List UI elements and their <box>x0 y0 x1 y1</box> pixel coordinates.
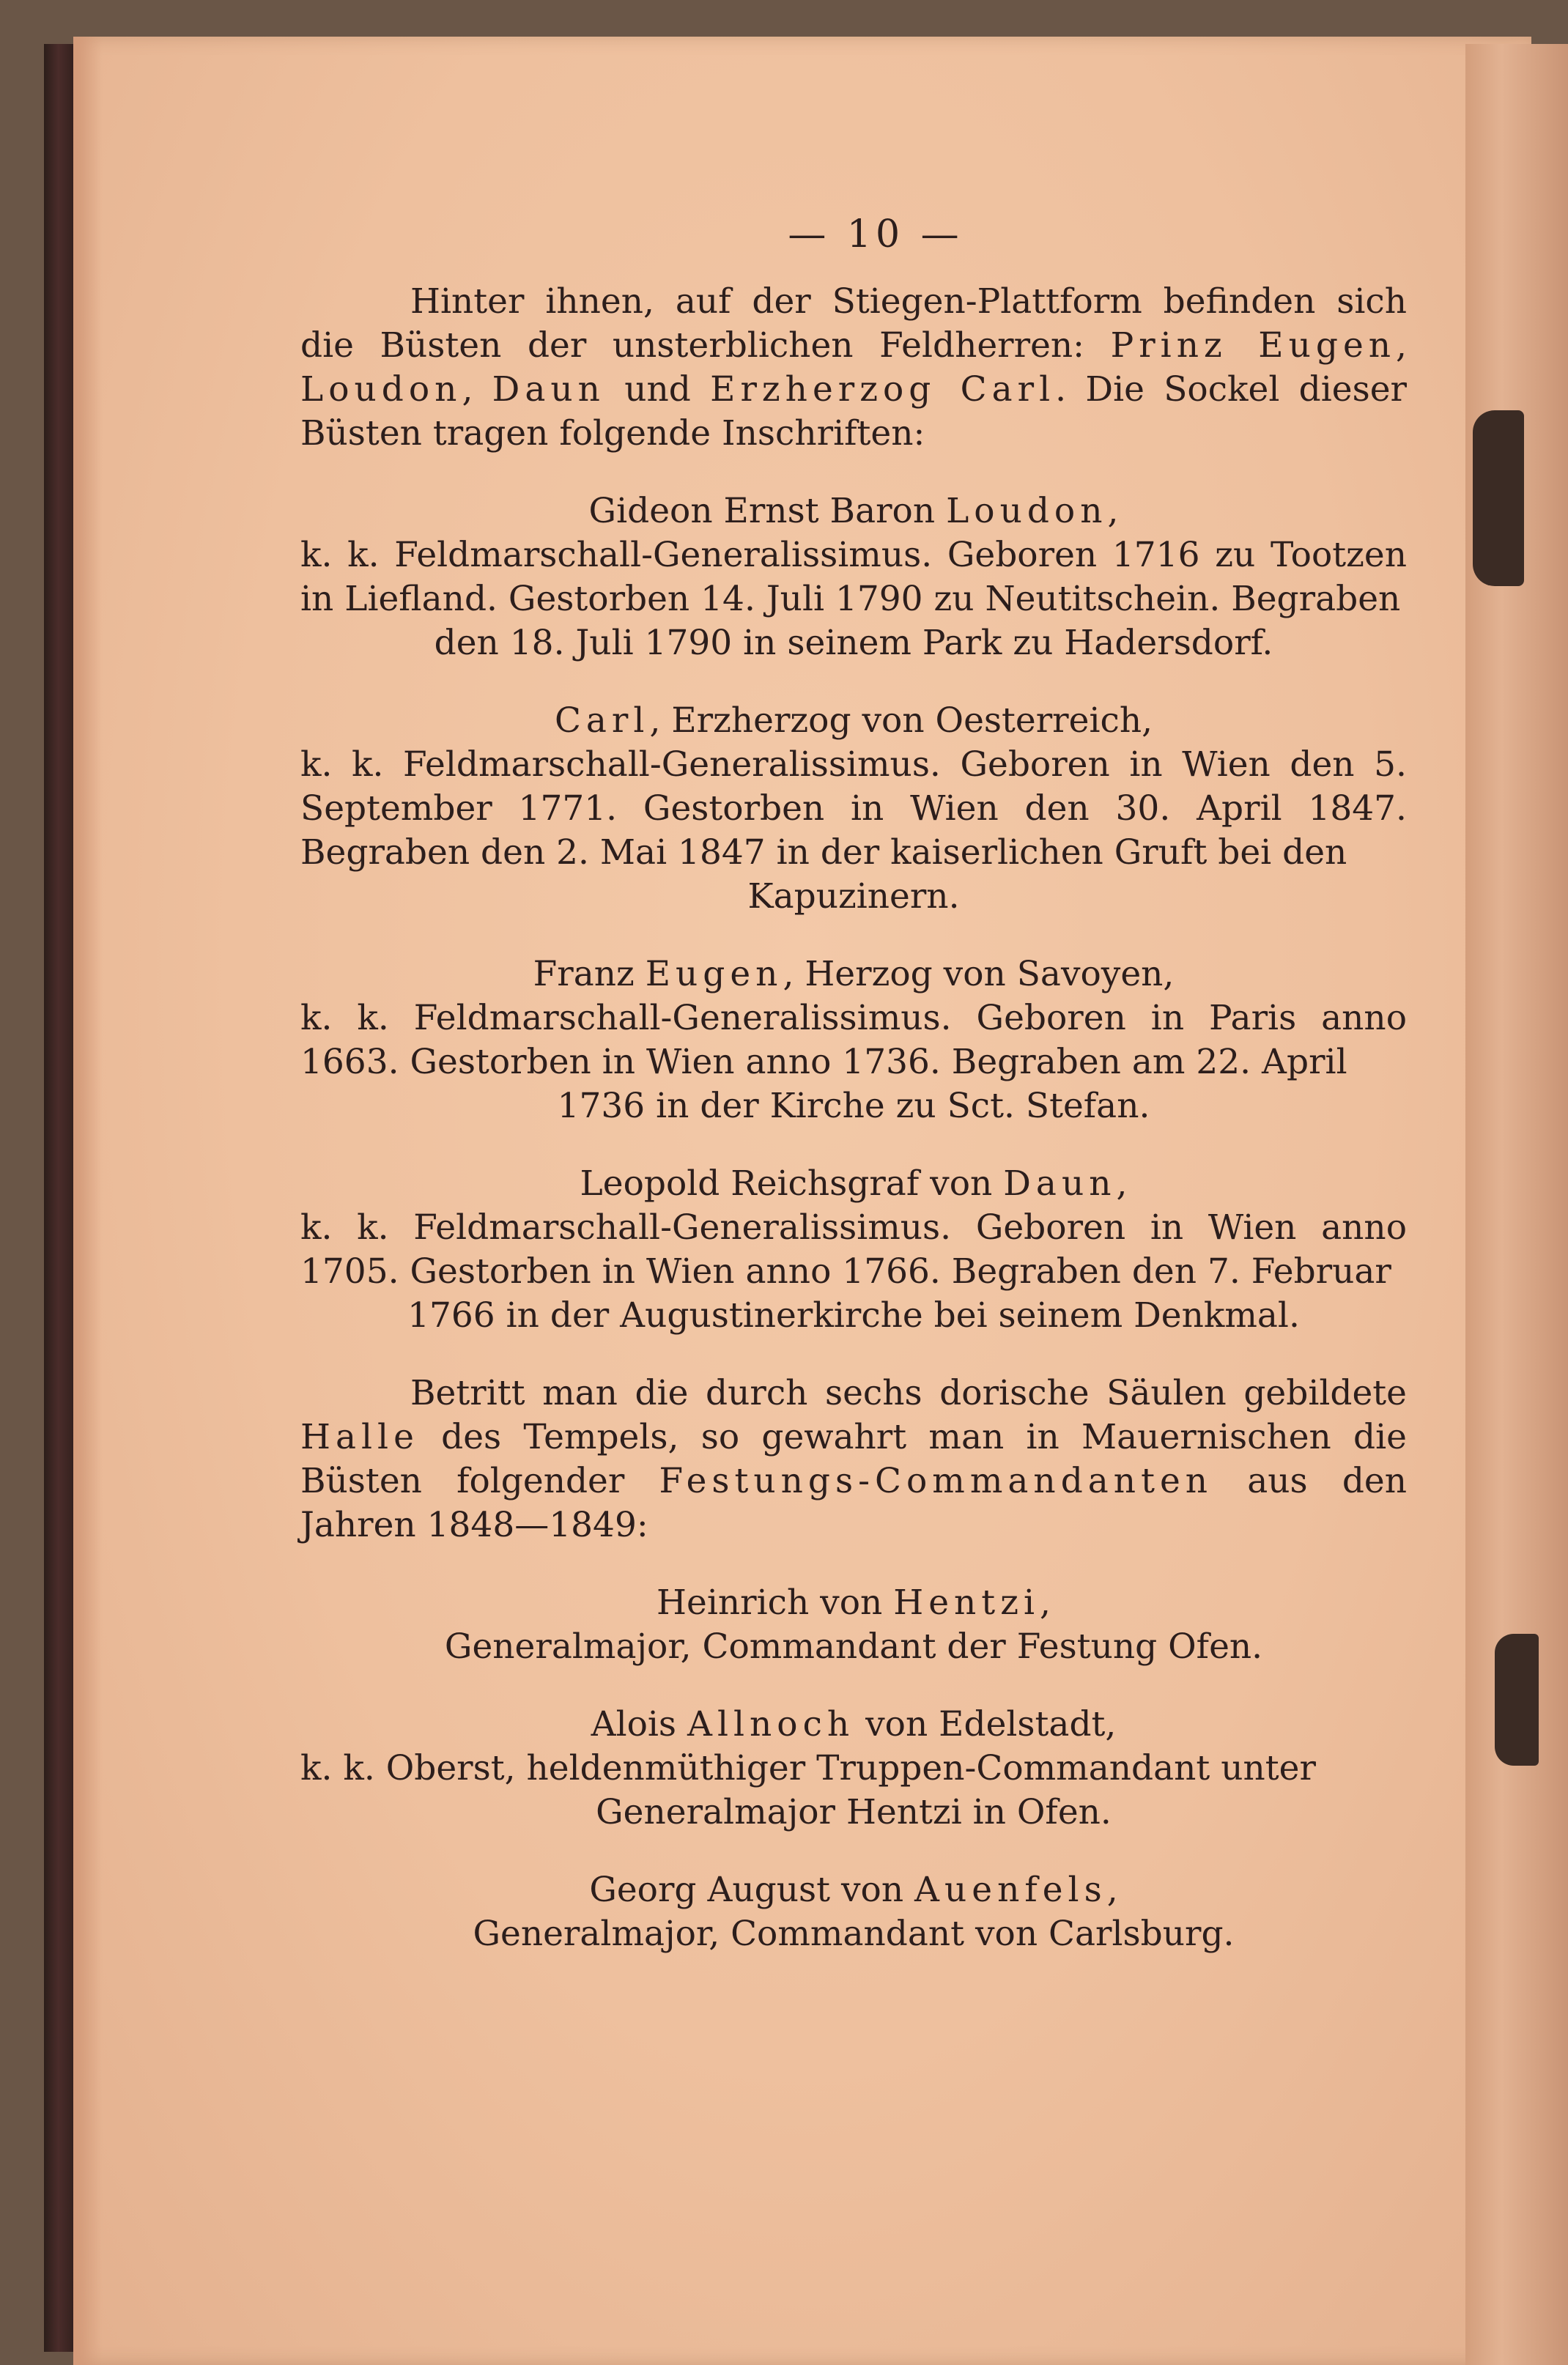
spaced-name: Festungs-Commandanten <box>659 1461 1213 1501</box>
page-text <box>300 212 1407 1990</box>
inscription-text: k. k. Feldmarschall-Generalissimus. Geboren in Wien anno 1705. Gestorben in Wien anno 1766. Begraben den 7. Februar <box>300 1207 1407 1292</box>
inscription-name: Leopold Reichsgraf von Daun, <box>580 1163 1128 1204</box>
spaced-name: Erzherzog Carl <box>710 369 1056 410</box>
intro-paragraph: Hinter ihnen, auf der Stiegen-Plattform befinden sich die Büsten der unsterblichen Feldherren: Prinz Eugen, Loudon, Daun und Erzherzog Carl. Die Sockel dieser Büsten tragen folgende Inschriften: <box>300 281 1407 454</box>
spaced-name: Loudon <box>300 369 462 410</box>
inscription-text: k. k. Feldmarschall-Generalissimus. Geboren in Wien den 5. September 1771. Gestorben in Wien den 30. April 1847. Begraben den 2. Mai 1847 in der kaiserlichen Gruft bei den <box>300 744 1407 873</box>
inscription-text-last-line: Kapuzinern. <box>747 876 960 917</box>
inscription-loudon <box>300 489 1407 665</box>
page-tear <box>1473 410 1524 586</box>
commander-text: Generalmajor, Commandant von Carlsburg. <box>473 1914 1235 1954</box>
inscription-text-last-line: 1766 in der Augustinerkirche bei seinem Denkmal. <box>407 1295 1300 1336</box>
inscription-text: k. k. Feldmarschall-Generalissimus. Geboren 1716 zu Tootzen in Liefland. Gestorben 14. Juli 1790 zu Neutitschein. Begraben <box>300 535 1407 619</box>
commander-name: Heinrich von Hentzi, <box>657 1583 1051 1623</box>
spaced-name: Daun <box>492 369 605 410</box>
inscription-name: Gideon Ernst Baron Loudon, <box>588 491 1119 531</box>
inscription-daun <box>300 1162 1407 1338</box>
inscription-text-last-line: den 18. Juli 1790 in seinem Park zu Hadersdorf. <box>434 623 1273 663</box>
commander-name: Georg August von Auenfels, <box>589 1870 1118 1910</box>
commander-hentzi <box>300 1581 1407 1669</box>
inscription-text: k. k. Feldmarschall-Generalissimus. Geboren in Paris anno 1663. Gestorben in Wien anno 1736. Begraben am 22. April <box>300 998 1407 1082</box>
page-number: — 10 — <box>788 212 964 256</box>
inscription-eugen <box>300 952 1407 1128</box>
inscription-name: Carl, Erzherzog von Oesterreich, <box>554 700 1153 741</box>
inscription-text-last-line: 1736 in der Kirche zu Sct. Stefan. <box>557 1086 1150 1126</box>
page-gutter-shadow <box>73 37 103 2365</box>
commander-auenfels <box>300 1868 1407 1956</box>
spaced-name: Prinz Eugen <box>1110 325 1397 366</box>
inscription-name: Franz Eugen, Herzog von Savoyen, <box>533 954 1175 994</box>
commander-allnoch <box>300 1703 1407 1835</box>
inscription-carl <box>300 699 1407 919</box>
next-page-edge <box>1465 44 1568 2365</box>
commander-name: Alois Allnoch von Edelstadt, <box>591 1704 1117 1744</box>
commander-text-last-line: Generalmajor Hentzi in Ofen. <box>596 1792 1112 1832</box>
commander-text: k. k. Oberst, heldenmüthiger Truppen-Commandant unter <box>300 1748 1316 1788</box>
hall-paragraph: Betritt man die durch sechs dorische Säulen gebildete Halle des Tempels, so gewahrt man in Mauernischen die Büsten folgender Festungs-Commandanten aus den Jahren 1848—1849: <box>300 1373 1408 1545</box>
commander-text: Generalmajor, Commandant der Festung Ofen. <box>444 1626 1263 1667</box>
spaced-name: Halle <box>300 1417 419 1457</box>
page-tear <box>1495 1634 1539 1766</box>
